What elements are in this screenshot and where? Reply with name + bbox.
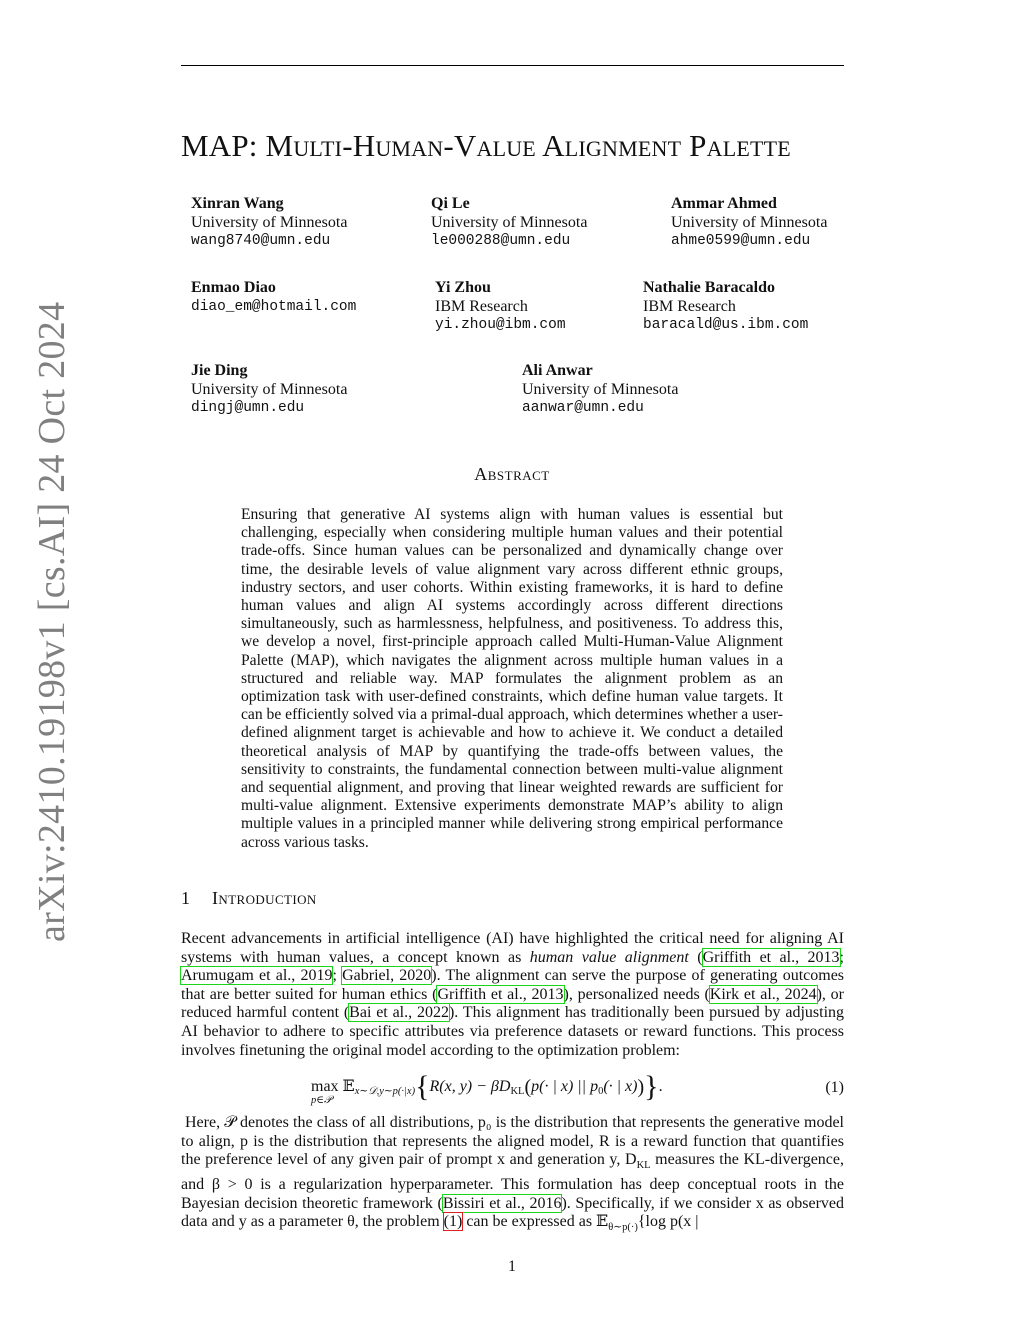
author-email[interactable]: baracald@us.ibm.com — [643, 317, 809, 333]
author-block — [191, 362, 347, 418]
author-block — [522, 362, 678, 418]
author-block — [431, 195, 587, 251]
citation-link[interactable]: Griffith et al., 2013 — [437, 985, 564, 1003]
author-affiliation: University of Minnesota — [522, 380, 679, 398]
author-affiliation: University of Minnesota — [191, 380, 348, 398]
paragraph-2: Here, 𝒫 denotes the class of all distributions, p₀ is the distribution that represents the generative model to align, p is the distribution that represents the aligned model, R is a reward function that quantifies the preference level of any given pair of prompt x and generation y, $D_{KL}$ measures the KL-divergence, and β > 0 is a regularization hyperparameter. This formulation has deep conceptual roots in the Bayesian decision theoretic framework (Bissiri et al., 2016). Specifically, if we consider x as observed data and y as a parameter θ, the problem (1) can be expressed as 𝔼$_{\theta\sim p(\cdot)}${log p(x | — [181, 1114, 845, 1234]
author-affiliation: IBM Research — [435, 297, 528, 315]
citation-link[interactable]: Gabriel, 2020 — [342, 967, 432, 985]
citation-link[interactable]: Kirk et al., 2024 — [709, 985, 817, 1003]
author-email[interactable]: diao_em@hotmail.com — [191, 298, 357, 315]
section-title: Introduction — [212, 888, 317, 908]
author-affiliation: University of Minnesota — [671, 213, 828, 231]
author-block — [191, 279, 356, 316]
top-rule — [181, 65, 844, 66]
citation-link[interactable]: Bai et al., 2022 — [349, 1004, 449, 1022]
author-affiliation: University of Minnesota — [191, 213, 348, 231]
author-block — [643, 279, 808, 335]
author-email[interactable]: le000288@umn.edu — [431, 233, 571, 249]
author-email[interactable]: wang8740@umn.edu — [191, 233, 331, 249]
citation-link[interactable]: Griffith et al., 2013 — [702, 948, 840, 966]
author-block — [435, 279, 566, 335]
author-affiliation: IBM Research — [643, 297, 736, 315]
author-name: Ali Anwar — [522, 362, 593, 379]
equation-subscript: p∈𝒫 — [311, 1095, 332, 1106]
author-name: Nathalie Baracaldo — [643, 279, 775, 296]
author-block — [671, 195, 827, 251]
arxiv-identifier-stamp[interactable]: arXiv:2410.19198v1 [cs.AI] 24 Oct 2024 — [31, 301, 73, 942]
abstract-heading: Abstract — [474, 464, 550, 484]
equation-reference-link[interactable]: (1) — [443, 1213, 463, 1231]
citation-link[interactable]: Bissiri et al., 2016 — [442, 1194, 562, 1212]
author-affiliation: University of Minnesota — [431, 213, 588, 231]
author-name: Jie Ding — [191, 362, 248, 379]
paper-title: MAP: Multi-Human-Value Alignment Palette — [181, 128, 791, 163]
author-email[interactable]: ahme0599@umn.edu — [671, 233, 811, 249]
author-email[interactable]: aanwar@umn.edu — [522, 400, 644, 416]
page-number: 1 — [508, 1258, 516, 1275]
author-name: Qi Le — [431, 195, 470, 212]
intro-paragraph: Recent advancements in artificial intelligence (AI) have highlighted the critical need for aligning AI systems with human values, a concept known as human value alignment (Griffith et al., 2013; Arumugam et al., 2019; Gabriel, 2020). The alignment can serve the purpose of generating outcomes that are better suited for human ethics (Griffith et al., 2013), personalized needs (Kirk et al., 2024), or reduced harmful content (Bai et al., 2022). This alignment has traditionally been pursued by adjusting AI behavior to adhere to specific attributes via preference datasets or reward functions. This process involves finetuning the original model according to the optimization problem: — [181, 930, 845, 1059]
section-number: 1 — [181, 888, 191, 908]
author-block — [191, 195, 347, 251]
author-email[interactable]: dingj@umn.edu — [191, 400, 305, 416]
author-name: Yi Zhou — [435, 279, 491, 296]
author-name: Ammar Ahmed — [671, 195, 777, 212]
author-name: Xinran Wang — [191, 195, 284, 212]
equation-1 — [311, 1070, 844, 1110]
citation-link[interactable]: Arumugam et al., 2019 — [181, 967, 333, 985]
abstract-text: Ensuring that generative AI systems align with human values is essential but challenging, especially when considering multiple human values and their potential trade-offs. Since human values can be personalized and dynamically change over time, the desirable levels of value alignment vary across different ethnic groups, industry sectors, and user cohorts. Within existing frameworks, it is hard to define human values and align AI systems accordingly across different directions simultaneously, such as harmlessness, helpfulness, and positiveness. To address this, we develop a novel, first-principle approach called Multi-Human-Value Alignment Palette (MAP), which navigates the alignment across multiple human values in a structured and reliable way. MAP formulates the alignment problem as an optimization task with user-defined constraints, which define human value targets. It can be efficiently solved via a primal-dual approach, which determines whether a user-defined alignment target is achievable and how to achieve it. We conduct a detailed theoretical analysis of MAP by quantifying the trade-offs between values, the sensitivity to constraints, the fundamental connection between multi-value alignment and sequential alignment, and proving that linear weighted rewards are sufficient for multi-value alignment. Extensive experiments demonstrate MAP’s ability to align multiple values in a principled manner while delivering strong empirical performance across various tasks. — [241, 506, 783, 851]
section-heading — [181, 888, 317, 909]
author-name: Enmao Diao — [191, 279, 276, 296]
equation-number: (1) — [825, 1079, 844, 1096]
equation-formula: max 𝔼$_{x\sim 𝒟,y\sim p(\cdot|x)}${R(x, $y) - \beta D_{KL}(p(\cdot$ | x) || $p_0(\cdot$ | x))}. — [311, 1070, 663, 1103]
author-email[interactable]: yi.zhou@ibm.com — [435, 317, 566, 333]
